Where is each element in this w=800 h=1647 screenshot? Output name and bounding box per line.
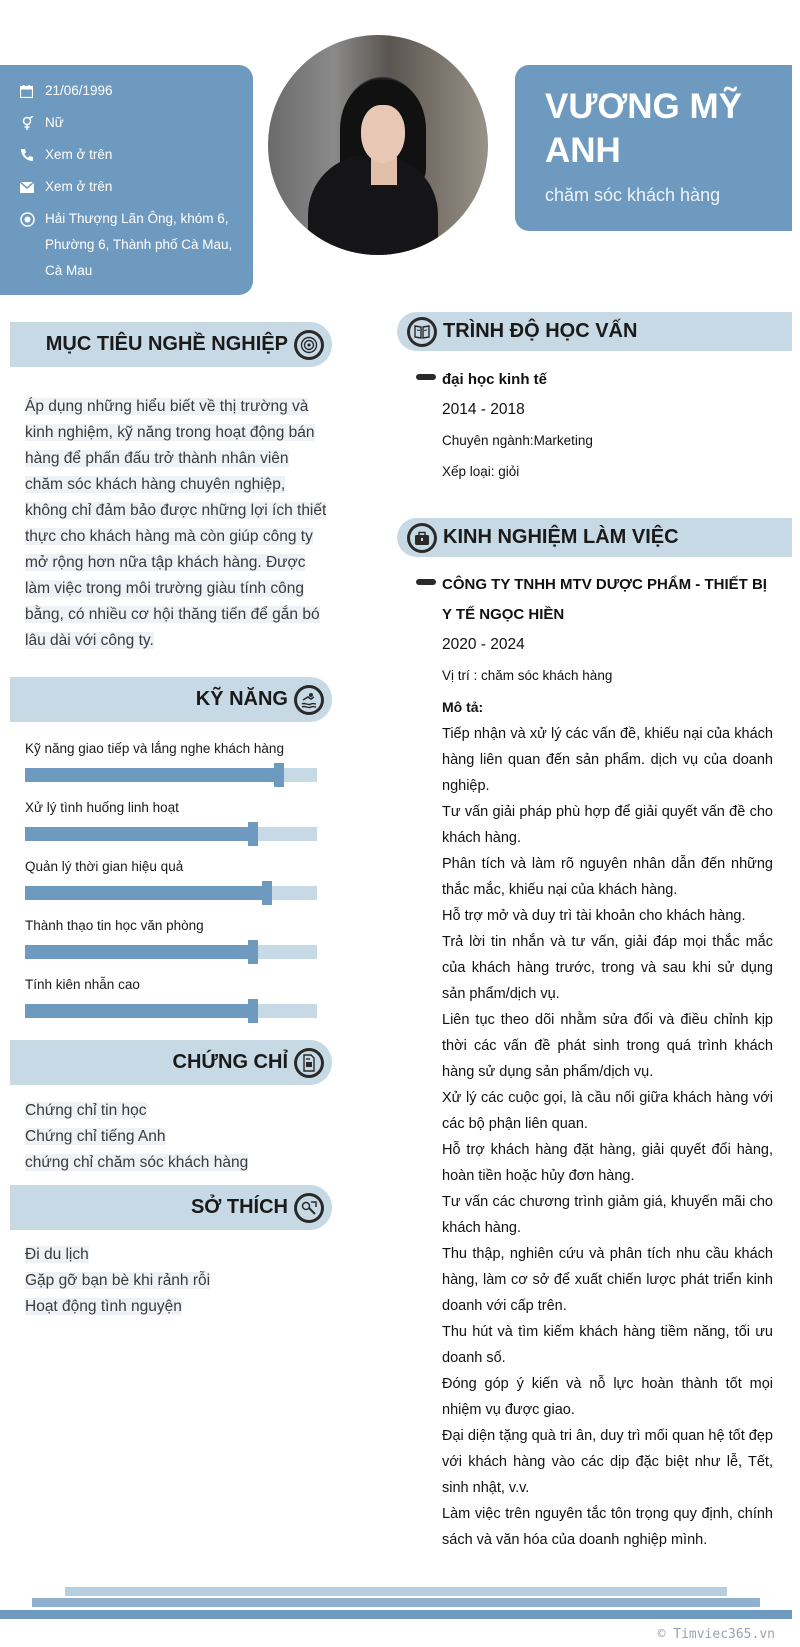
dob-value: 21/06/1996	[45, 83, 113, 98]
skill-bar	[25, 886, 317, 900]
gender-value: Nữ	[45, 115, 64, 130]
education-major: Chuyên ngành:Marketing	[442, 433, 593, 448]
list-item: Hoạt động tình nguyện	[25, 1298, 182, 1315]
skill-item	[25, 916, 317, 975]
bullet-marker	[416, 374, 436, 380]
list-item: Chứng chỉ tin học	[25, 1102, 147, 1119]
skill-bar	[25, 945, 317, 959]
skill-item	[25, 739, 317, 798]
email-row	[20, 174, 241, 200]
hobbies-list	[25, 1242, 325, 1320]
education-header	[397, 312, 792, 351]
hobbies-heading: SỞ THÍCH	[190, 1196, 288, 1218]
skill-label: Xử lý tình huống linh hoạt	[25, 800, 179, 815]
name-card	[515, 65, 792, 231]
bullet-marker	[416, 579, 436, 585]
gender-icon	[20, 110, 45, 136]
objective-text: Áp dụng những hiểu biết về thị trường và kinh nghiệm, kỹ năng trong hoạt động bán hàng để phấn đấu trở thành nhân viên chăm sóc khách hàng chuyên nghiệp, không chỉ đảm bảo được những lợi ích thiết thực cho khách hàng mà còn giúp công ty mở rộng hơn nữa tập khách hàng. Được làm việc trong môi trường giàu tính công bằng, có nhiều cơ hội thăng tiến để gắn bó lâu dài với công ty.	[25, 398, 327, 649]
duty-item: Tư vấn các chương trình giảm giá, khuyến mãi cho khách hàng.	[442, 1194, 773, 1236]
objective-heading: MỤC TIÊU NGHỀ NGHIỆP	[45, 333, 288, 355]
skill-bar	[25, 827, 317, 841]
footer-bar-middle	[32, 1598, 760, 1607]
skill-bar	[25, 1004, 317, 1018]
skill-bar-fill	[25, 886, 267, 900]
duty-item: Làm việc trên nguyên tắc tôn trọng quy định, chính sách và văn hóa của doanh nghiệp mình.	[442, 1506, 773, 1548]
location-icon	[20, 206, 45, 232]
candidate-position: chăm sóc khách hàng	[545, 185, 721, 205]
skills-header	[10, 677, 332, 722]
skill-icon	[294, 685, 324, 715]
dob-row	[20, 78, 241, 104]
duty-item: Liên tục theo dõi nhằm sửa đổi và điều chỉnh kịp thời các vấn đề phát sinh trong quá trình khách hàng sử dụng sản phẩm/dịch vụ.	[442, 1012, 773, 1080]
skill-bar-knob	[248, 940, 258, 964]
gender-row	[20, 110, 241, 136]
phone-row	[20, 142, 241, 168]
skill-bar-fill	[25, 1004, 253, 1018]
address-row	[20, 206, 241, 284]
education-grade: Xếp loại: giỏi	[442, 464, 520, 479]
experience-company-row	[418, 570, 773, 630]
personal-info-card	[0, 65, 253, 295]
duty-item: Hỗ trợ khách hàng đặt hàng, giải quyết đổi hàng, hoàn tiền hoặc hủy đơn hàng.	[442, 1142, 773, 1184]
experience-desc-label: Mô tả:	[442, 699, 484, 715]
hobby-icon	[294, 1193, 324, 1223]
duty-item: Hỗ trợ mở và duy trì tài khoản cho khách hàng.	[442, 908, 746, 924]
calendar-icon	[20, 78, 45, 104]
skill-label: Kỹ năng giao tiếp và lắng nghe khách hàng	[25, 741, 284, 756]
certificates-heading: CHỨNG CHỈ	[172, 1051, 288, 1073]
duty-item: Phân tích và làm rõ nguyên nhân dẫn đến những thắc mắc, khiếu nại của khách hàng.	[442, 856, 773, 898]
experience-company: CÔNG TY TNHH MTV DƯỢC PHẨM - THIẾT BỊ Y TẾ NGỌC HIỀN	[442, 576, 767, 623]
duty-item: Đóng góp ý kiến và nỗ lực hoàn thành tốt mọi nhiệm vụ được giao.	[442, 1376, 773, 1418]
education-heading: TRÌNH ĐỘ HỌC VẤN	[443, 320, 638, 342]
skill-bar-knob	[248, 822, 258, 846]
skill-item	[25, 857, 317, 916]
address-value: Hải Thượng Lãn Ông, khóm 6, Phường 6, Thành phố Cà Mau, Cà Mau	[45, 211, 233, 278]
duty-item: Trả lời tin nhắn và tư vấn, giải đáp mọi thắc mắc của khách hàng trước, trong và sau khi sử dụng sản phẩm/dịch vụ.	[442, 934, 773, 1002]
certificates-header	[10, 1040, 332, 1085]
skill-bar-fill	[25, 768, 279, 782]
skills-list	[25, 739, 317, 1034]
duty-item: Đại diện tặng quà tri ân, duy trì mối quan hệ tốt đẹp với khách hàng vào các dịp đặc biệt như lễ, Tết, sinh nhật, v.v.	[442, 1428, 773, 1496]
skill-item	[25, 798, 317, 857]
duty-item: Tiếp nhận và xử lý các vấn đề, khiếu nại của khách hàng liên quan đến sản phẩm. dịch vụ của doanh nghiệp.	[442, 726, 773, 794]
watermark: © Timviec365.vn	[657, 1627, 775, 1642]
target-icon	[294, 330, 324, 360]
skill-item	[25, 975, 317, 1034]
certificate-icon	[294, 1048, 324, 1078]
skill-bar	[25, 768, 317, 782]
phone-value: Xem ở trên	[45, 147, 113, 162]
experience-period: 2020 - 2024	[442, 636, 525, 653]
skill-bar-fill	[25, 945, 253, 959]
education-school-row	[418, 365, 773, 395]
experience-header	[397, 518, 792, 557]
email-value: Xem ở trên	[45, 179, 113, 194]
education-period: 2014 - 2018	[442, 401, 525, 418]
briefcase-icon	[407, 523, 437, 553]
duty-item: Xử lý các cuộc gọi, là cầu nối giữa khách hàng với các bộ phận liên quan.	[442, 1090, 773, 1132]
skills-heading: KỸ NĂNG	[195, 688, 288, 710]
skill-label: Tính kiên nhẫn cao	[25, 977, 140, 992]
footer-bar-top	[65, 1587, 727, 1596]
phone-icon	[20, 142, 45, 168]
certificates-list	[25, 1098, 325, 1176]
duty-item: Tư vấn giải pháp phù hợp để giải quyết vấn đề cho khách hàng.	[442, 804, 773, 846]
hobbies-header	[10, 1185, 332, 1230]
email-icon	[20, 174, 45, 200]
skill-bar-knob	[248, 999, 258, 1023]
experience-heading: KINH NGHIỆM LÀM VIỆC	[443, 526, 679, 548]
duty-item: Thu hút và tìm kiếm khách hàng tiềm năng, tối ưu doanh số.	[442, 1324, 773, 1366]
education-school: đại học kinh tế	[442, 371, 548, 388]
list-item: chứng chỉ chăm sóc khách hàng	[25, 1154, 249, 1171]
list-item: Gặp gỡ bạn bè khi rảnh rỗi	[25, 1272, 211, 1289]
list-item: Đi du lịch	[25, 1246, 89, 1263]
book-icon	[407, 317, 437, 347]
experience-role: Vị trí : chăm sóc khách hàng	[442, 668, 613, 683]
footer-bar-bottom	[0, 1610, 792, 1619]
objective-header	[10, 322, 332, 367]
skill-bar-knob	[262, 881, 272, 905]
avatar	[268, 35, 488, 255]
skill-bar-fill	[25, 827, 253, 841]
skill-label: Quản lý thời gian hiệu quả	[25, 859, 184, 874]
education-entry	[418, 365, 773, 487]
skill-bar-knob	[274, 763, 284, 787]
duty-item: Thu thập, nghiên cứu và phân tích nhu cầu khách hàng, làm cơ sở để xuất chiến lược phát triển kinh doanh với cấp trên.	[442, 1246, 773, 1314]
experience-entry	[418, 570, 773, 1553]
skill-label: Thành thạo tin học văn phòng	[25, 918, 204, 933]
list-item: Chứng chỉ tiếng Anh	[25, 1128, 166, 1145]
candidate-name: VƯƠNG MỸ ANH	[545, 87, 742, 170]
